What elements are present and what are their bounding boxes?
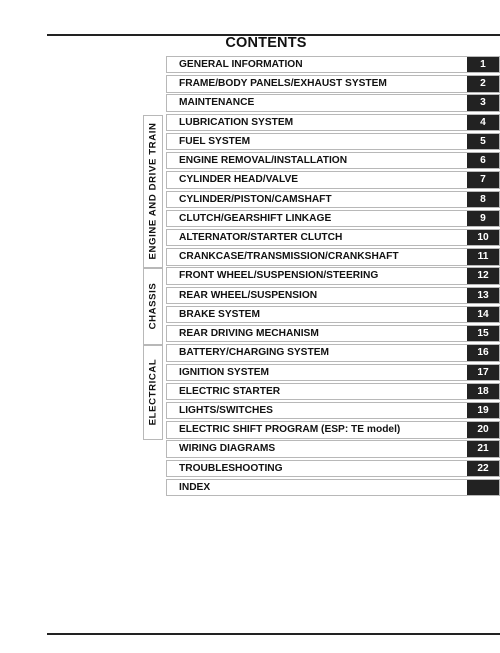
section-title: ENGINE REMOVAL/INSTALLATION: [179, 155, 348, 167]
group-engine-label: ENGINE AND DRIVE TRAIN: [147, 122, 159, 260]
section-tab: 5: [467, 134, 499, 149]
section-tab: 15: [467, 326, 499, 341]
section-tab: 2: [467, 76, 499, 91]
page-title: CONTENTS: [225, 35, 307, 51]
toc-row-5[interactable]: [166, 133, 500, 150]
section-title: BATTERY/CHARGING SYSTEM: [179, 347, 329, 359]
group-chassis: [143, 268, 163, 345]
section-tab: 7: [467, 172, 499, 187]
section-title: CYLINDER/PISTON/CAMSHAFT: [179, 193, 332, 205]
section-tab: 12: [467, 268, 499, 283]
section-tab: 18: [467, 384, 499, 399]
section-title: GENERAL INFORMATION: [179, 59, 303, 70]
section-tab: 19: [467, 403, 499, 418]
toc-row-4[interactable]: [166, 114, 500, 131]
toc-row-15[interactable]: [166, 325, 500, 342]
section-tab: 6: [467, 153, 499, 168]
toc-row-index[interactable]: [166, 479, 500, 496]
section-title: MAINTENANCE: [179, 97, 255, 109]
section-tab: 22: [467, 461, 499, 476]
section-tab: 1: [467, 57, 499, 72]
section-title: LUBRICATION SYSTEM: [179, 116, 294, 128]
section-tab: [467, 480, 499, 495]
section-tab: 17: [467, 365, 499, 380]
toc-row-13[interactable]: [166, 287, 500, 304]
section-title: IGNITION SYSTEM: [179, 366, 269, 378]
contents-list: [166, 56, 500, 498]
toc-row-22[interactable]: [166, 460, 500, 477]
toc-row-16[interactable]: [166, 344, 500, 361]
section-title: CYLINDER HEAD/VALVE: [179, 174, 299, 186]
toc-row-2[interactable]: [166, 75, 500, 92]
section-tab: 20: [467, 422, 499, 437]
toc-row-20[interactable]: [166, 421, 500, 438]
section-title: FRONT WHEEL/SUSPENSION/STEERING: [179, 270, 379, 282]
bottom-rule: [47, 633, 500, 635]
section-title: ALTERNATOR/STARTER CLUTCH: [179, 231, 343, 243]
toc-row-8[interactable]: [166, 191, 500, 208]
section-title: FUEL SYSTEM: [179, 135, 251, 147]
section-tab: 9: [467, 211, 499, 226]
section-tab: 3: [467, 95, 499, 110]
section-title: WIRING DIAGRAMS: [179, 443, 276, 455]
section-tab: 4: [467, 115, 499, 130]
toc-row-21[interactable]: [166, 440, 500, 457]
toc-row-1[interactable]: [166, 56, 500, 73]
section-tab: 10: [467, 230, 499, 245]
toc-row-10[interactable]: [166, 229, 500, 246]
group-electrical: [143, 345, 163, 441]
toc-row-11[interactable]: [166, 248, 500, 265]
section-title: BRAKE SYSTEM: [179, 308, 260, 320]
toc-row-18[interactable]: [166, 383, 500, 400]
section-title: INDEX: [179, 481, 211, 493]
section-tab: 21: [467, 441, 499, 456]
section-title: REAR DRIVING MECHANISM: [179, 328, 319, 340]
section-tab: 16: [467, 345, 499, 360]
toc-row-6[interactable]: [166, 152, 500, 169]
section-title: TROUBLESHOOTING: [179, 462, 283, 474]
toc-row-19[interactable]: [166, 402, 500, 419]
section-title: REAR WHEEL/SUSPENSION: [179, 289, 318, 301]
section-title: CRANKCASE/TRANSMISSION/CRANKSHAFT: [179, 251, 399, 263]
group-engine-drive-train: [143, 115, 163, 268]
section-title: ELECTRIC SHIFT PROGRAM (ESP: TE model): [179, 424, 401, 436]
toc-row-9[interactable]: [166, 210, 500, 227]
section-tab: 13: [467, 288, 499, 303]
toc-row-3[interactable]: [166, 94, 500, 111]
section-title: ELECTRIC STARTER: [179, 385, 281, 397]
group-chassis-label: CHASSIS: [147, 282, 159, 330]
section-tab: 8: [467, 192, 499, 207]
section-tab: 11: [467, 249, 499, 264]
section-title: FRAME/BODY PANELS/EXHAUST SYSTEM: [179, 78, 387, 90]
section-title: CLUTCH/GEARSHIFT LINKAGE: [179, 212, 332, 224]
toc-row-12[interactable]: [166, 267, 500, 284]
group-electrical-label: ELECTRICAL: [147, 359, 159, 426]
section-tab: 14: [467, 307, 499, 322]
toc-row-17[interactable]: [166, 364, 500, 381]
toc-row-7[interactable]: [166, 171, 500, 188]
section-title: LIGHTS/SWITCHES: [179, 404, 273, 416]
toc-row-14[interactable]: [166, 306, 500, 323]
